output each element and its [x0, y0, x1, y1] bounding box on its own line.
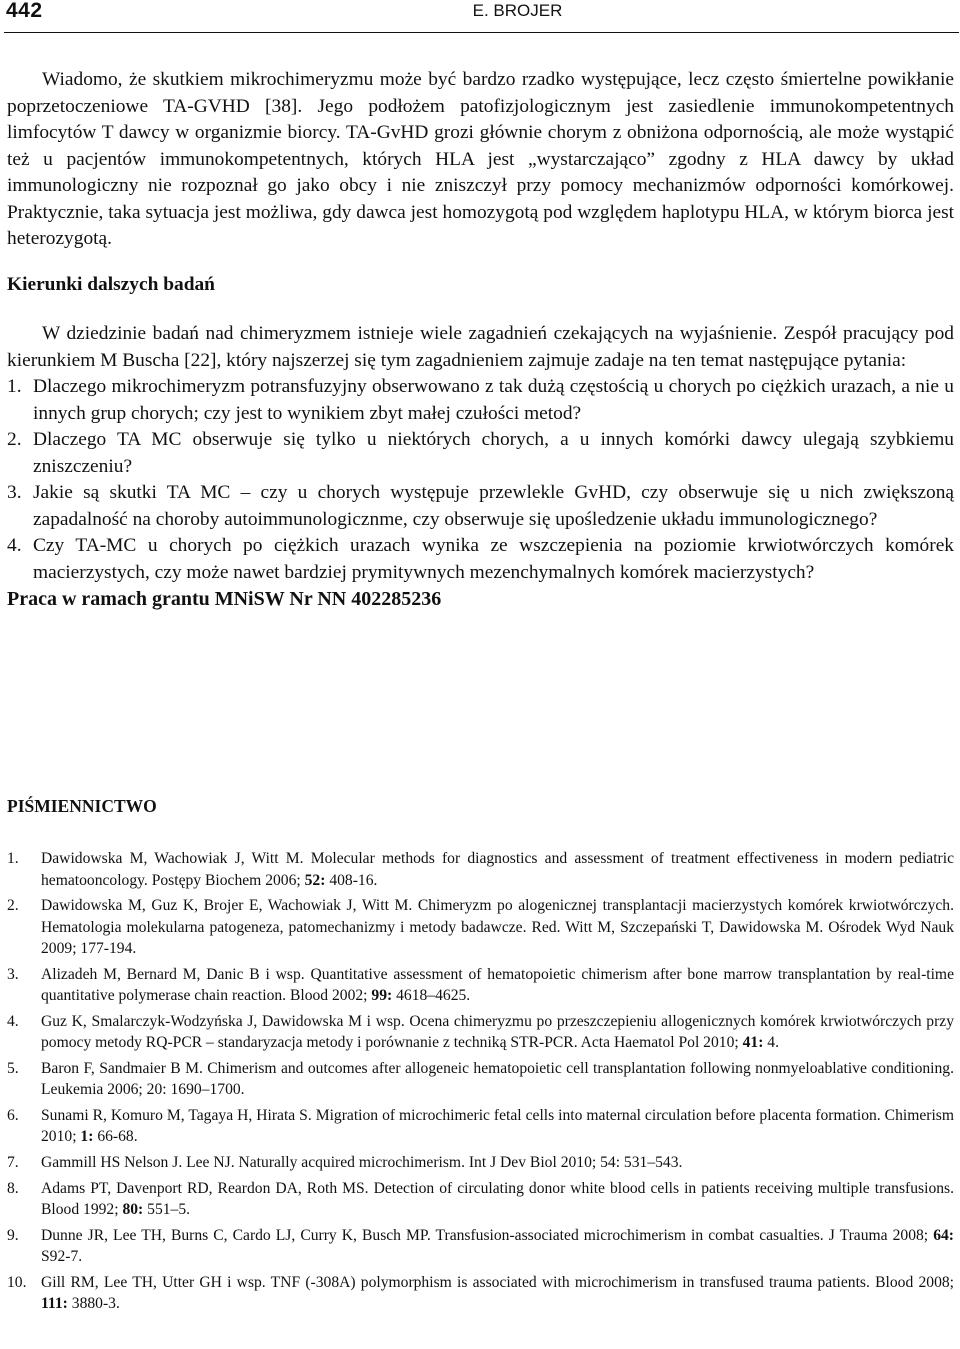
page-header [0, 0, 960, 24]
references-title: PIŚMIENNICTWO [7, 796, 157, 816]
question-text: Jakie są skutki TA MC – czy u chorych występuje przewlekle GvHD, czy obserwuje się u nich zwiększoną zapadalność na choroby autoimmunologicznme, czy obserwuje się upośledzenie układu immunologicznego? [33, 482, 954, 530]
reference-number: 6. [7, 1106, 19, 1124]
reference-pages: 3880-3. [67, 1295, 120, 1313]
question-number: 3. [7, 482, 22, 503]
question-text: Dlaczego mikrochimeryzm potransfuzyjny obserwowano z tak dużą częstością u chorych po ciężkich urazach, a nie u innych grup chorych; czy jest to wynikiem zbyt małej czułości metod? [33, 376, 954, 424]
reference-item [7, 1011, 954, 1054]
question-item [7, 427, 954, 480]
reference-volume: 111: [41, 1295, 68, 1313]
reference-number: 4. [7, 1012, 19, 1030]
reference-number: 7. [7, 1154, 19, 1172]
page-number: 442 [6, 0, 43, 22]
reference-number: 9. [7, 1226, 19, 1244]
reference-volume: 80: [122, 1201, 144, 1219]
reference-volume: 52: [304, 871, 326, 889]
header-rule [4, 32, 959, 33]
question-item [7, 374, 954, 427]
question-text: Dlaczego TA MC obserwuje się tylko u niektórych chorych, a u innych komórki dawcy ulegają szybkiemu zniszczeniu? [33, 429, 954, 477]
paragraph-research-directions: W dziedzinie badań nad chimeryzmem istnieje wiele zagadnień czekających na wyjaśnienie. Zespół pracujący pod kierunkiem M Buscha [22], który najszerzej się tym zagadnieniem zajmuje zadaje na ten temat następujące pytania: [7, 323, 954, 371]
reference-text: Guz K, Smalarczyk-Wodzyńska J, Dawidowska M i wsp. Ocena chimeryzmu po przeszczepieniu allogenicznych komórek krwiotwórczych przy pomocy metody RQ-PCR – standaryzacja metody i porównanie z techniką STR-PCR. Acta Haematol Pol 2010; [41, 1012, 954, 1052]
reference-number: 3. [7, 965, 19, 983]
reference-volume: 41: [742, 1034, 764, 1052]
reference-number: 10. [7, 1273, 27, 1291]
reference-text: Gill RM, Lee TH, Utter GH i wsp. TNF (-308A) polymorphism is associated with microchimerism in transfused trauma patients. Blood 2008; [41, 1273, 954, 1291]
question-number: 4. [7, 535, 22, 556]
reference-pages: 4. [763, 1034, 779, 1052]
main-body [7, 67, 954, 613]
question-item [7, 480, 954, 533]
reference-pages: 66-68. [93, 1128, 138, 1146]
question-number: 2. [7, 429, 22, 450]
reference-item [7, 964, 954, 1007]
reference-item [7, 1225, 954, 1268]
reference-text: Dunne JR, Lee TH, Burns C, Cardo LJ, Curry K, Busch MP. Transfusion-associated microchimerism in combat casualties. J Trauma 2008; [41, 1226, 934, 1244]
reference-pages: S92-7. [41, 1248, 83, 1266]
reference-volume: 64: [933, 1226, 954, 1244]
reference-item [7, 848, 954, 891]
reference-text: Gammill HS Nelson J. Lee NJ. Naturally acquired microchimerism. Int J Dev Biol 2010; 54: 531–543. [41, 1154, 683, 1172]
reference-volume: 99: [371, 987, 393, 1005]
reference-text: Sunami R, Komuro M, Tagaya H, Hirata S. Migration of microchimeric fetal cells into maternal circulation before placenta formation. Chimerism 2010; [41, 1106, 954, 1146]
question-item [7, 533, 954, 586]
reference-text: Alizadeh M, Bernard M, Danic B i wsp. Quantitative assessment of hematopoietic chimerism after bone marrow transplantation by real-time quantitative polymerase chain reaction. Blood 2002; [41, 965, 954, 1005]
section-heading: Kierunki dalszych badań [7, 273, 215, 295]
reference-text: Dawidowska M, Guz K, Brojer E, Wachowiak J, Witt M. Chimeryzm po alogenicznej transplantacji macierzystych komórek krwiotwórczych. Hematologia molekularna patogeneza, patomechanizmy i metody badawcze. Red. Witt M, Szczepański T, Dawidowska M. Ośrodek Wyd Nauk 2009; 177-194. [41, 897, 954, 958]
reference-number: 5. [7, 1059, 19, 1077]
reference-item [7, 1105, 954, 1148]
reference-item [7, 1272, 954, 1315]
reference-pages: 4618–4625. [392, 987, 471, 1005]
reference-text: Dawidowska M, Wachowiak J, Witt M. Molecular methods for diagnostics and assessment of treatment effectiveness in modern pediatric hematooncology. Postępy Biochem 2006; [41, 850, 954, 889]
reference-text: Baron F, Sandmaier B M. Chimerism and outcomes after allogeneic hematopoietic cell transplantation following nonmyeloablative conditioning. Leukemia 2006; 20: 1690–1700. [41, 1059, 954, 1099]
reference-number: 8. [7, 1179, 19, 1197]
reference-pages: 551–5. [143, 1201, 191, 1219]
reference-pages: 408-16. [325, 871, 378, 889]
reference-item [7, 1178, 954, 1221]
reference-item [7, 1152, 954, 1174]
reference-item [7, 1058, 954, 1101]
question-text: Czy TA-MC u chorych po ciężkich urazach wynika ze wszczepienia na poziomie krwiotwórczych komórek macierzystych, czy może nawet bardziej prymitywnych mezenchymalnych komórek macierzystych? [33, 535, 954, 583]
reference-number: 1. [7, 850, 19, 867]
question-list [7, 374, 954, 586]
grant-note: Praca w ramach grantu MNiSW Nr NN 402285236 [7, 588, 442, 610]
reference-text: Adams PT, Davenport RD, Reardon DA, Roth MS. Detection of circulating donor white blood cells in patients receiving multiple transfusions. Blood 1992; [41, 1179, 954, 1219]
paragraph-chimerism-tagvhd: Wiadomo, że skutkiem mikrochimeryzmu może być bardzo rzadko występujące, lecz często śmiertelne powikłanie poprzetoczeniowe TA-GVHD [38]. Jego podłożem patofizjologicznym jest zasiedlenie immunokompetentnych limfocytów T dawcy w organizmie biorcy. TA-GvHD grozi głównie chorym z obniżona odpornością, ale może wystąpić też u pacjentów immunokompetentnych, których HLA jest „wystarczająco” zgodny z HLA dawcy by układ immunologiczny nie rozpoznał go jako obcy i nie zniszczył przy pomocy mechanizmów odporności komórkowej. Praktycznie, taka sytuacja jest możliwa, gdy dawca jest homozygotą pod względem haplotypu HLA, w którym biorca jest heterozygotą. [7, 69, 954, 249]
reference-item [7, 895, 954, 960]
reference-volume: 1: [80, 1128, 94, 1146]
reference-list [7, 848, 954, 1319]
question-number: 1. [7, 376, 22, 397]
reference-number: 2. [7, 897, 19, 915]
running-head: E. BROJER [472, 1, 563, 20]
